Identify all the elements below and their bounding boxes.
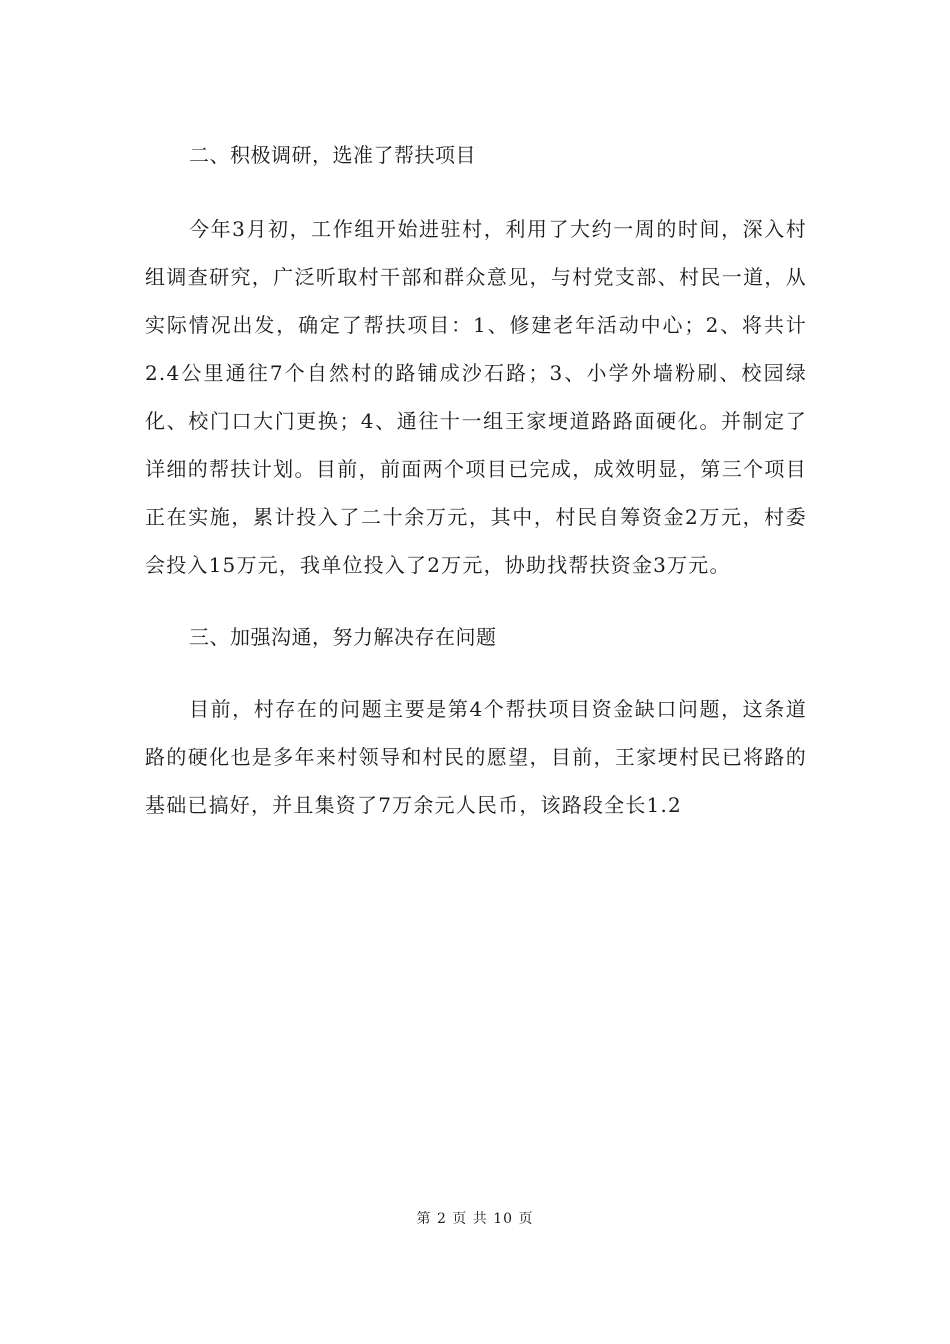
section-paragraph-3: 目前，村存在的问题主要是第4个帮扶项目资金缺口问题，这条道路的硬化也是多年来村领导和村民的愿望，目前，王家埂村民已将路的基础已搞好，并且集资了7万余元人民币，该路段全长1.2 — [145, 697, 807, 817]
page-number-footer: 第 2 页 共 10 页 — [416, 1211, 534, 1227]
section-heading-3: 三、加强沟通，努力解决存在问题 — [189, 625, 497, 649]
section-heading-2: 二、积极调研，选准了帮扶项目 — [189, 143, 476, 167]
document-body — [145, 133, 807, 829]
section-paragraph-2: 今年3月初，工作组开始进驻村，利用了大约一周的时间，深入村组调查研究，广泛听取村干部和群众意见，与村党支部、村民一道，从实际情况出发，确定了帮扶项目：1、修建老年活动中心；2、将共计2.4公里通往7个自然村的路铺成沙石路；3、小学外墙粉刷、校园绿化、校门口大门更换；4、通往十一组王家埂道路路面硬化。并制定了详细的帮扶计划。目前，前面两个项目已完成，成效明显，第三个项目正在实施，累计投入了二十余万元，其中，村民自筹资金2万元，村委会投入15万元，我单位投入了2万元，协助找帮扶资金3万元。 — [145, 217, 807, 577]
